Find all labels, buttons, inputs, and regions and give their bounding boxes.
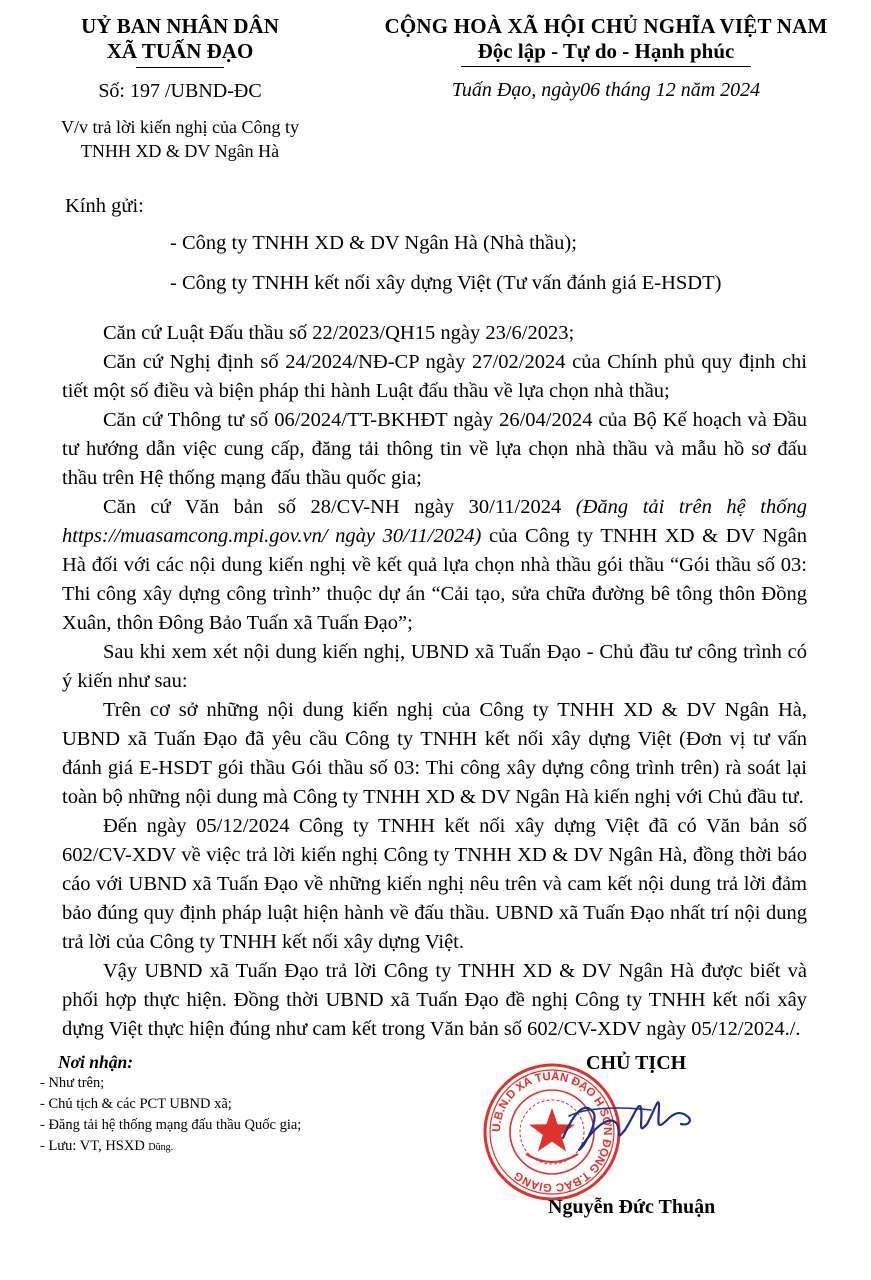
paragraph-4-posting-note: (Đăng tải trên hệ thống https://muasamcong.mpi.gov.vn/ ngày 30/11/2024) bbox=[62, 496, 807, 547]
archive-label: - Lưu: VT, HSXD bbox=[40, 1138, 149, 1154]
recipients-title: Nơi nhận: bbox=[58, 1052, 134, 1072]
national-title: CỘNG HOÀ XÃ HỘI CHỦ NGHĨA VIỆT NAM bbox=[384, 14, 828, 38]
paragraph-7: Đến ngày 05/12/2024 Công ty TNHH kết nối xây dựng Việt đã có Văn bản số 602/CV-XDV về việc trả lời kiến nghị Công ty TNHH XD & DV Ngân Hà, đồng thời báo cáo với UBND xã Tuấn Đạo về những kiến nghị nêu trên và cam kết nội dung trả lời đảm bảo đúng quy định pháp luật hiện hành về đấu thầu. UBND xã Tuấn Đạo nhất trí nội dung trả lời của Công ty TNHH kết nối xây dựng Việt. bbox=[62, 815, 807, 953]
paragraph-4 bbox=[62, 493, 807, 638]
document-date: Tuấn Đạo, ngày06 tháng 12 năm 2024 bbox=[451, 79, 761, 101]
recipient-1: - Công ty TNHH XD & DV Ngân Hà (Nhà thầu); bbox=[170, 232, 577, 254]
signer-name: Nguyễn Đức Thuận bbox=[548, 1196, 716, 1218]
recipients-item: - Chủ tịch & các PCT UBND xã; bbox=[40, 1096, 232, 1112]
signature bbox=[555, 1080, 705, 1160]
paragraph-4-rest: của Công ty TNHH XD & DV Ngân Hà đối với các nội dung kiến nghị về kết quả lựa chọn nhà thầu gói thầu “Gói thầu số 03: Thi công xây dựng công trình” thuộc dự án “Cải tạo, sửa chữa đường bê tông thôn Đồng Xuân, thôn Đông Bảo Tuấn xã Tuấn Đạo”; bbox=[62, 525, 807, 634]
paragraph-4-lead: Căn cứ Văn bản số 28/CV-NH ngày 30/11/2024 bbox=[103, 496, 576, 518]
header-right-rule bbox=[461, 66, 751, 67]
header-left bbox=[40, 14, 320, 163]
recipient-2: - Công ty TNHH kết nối xây dựng Việt (Tư vấn đánh giá E-HSDT) bbox=[170, 272, 722, 294]
paragraph-5: Sau khi xem xét nội dung kiến nghị, UBND xã Tuấn Đạo - Chủ đầu tư công trình có ý kiến như sau: bbox=[62, 641, 807, 692]
recipients-item: - Đăng tải hệ thống mạng đấu thầu Quốc gia; bbox=[40, 1117, 302, 1133]
national-motto: Độc lập - Tự do - Hạnh phúc bbox=[477, 39, 735, 63]
header-right bbox=[360, 14, 852, 102]
document-number: Số: 197 /UBND-ĐC bbox=[98, 80, 262, 102]
agency-name: UỶ BAN NHÂN DÂN bbox=[81, 14, 279, 38]
paragraph-8: Vậy UBND xã Tuấn Đạo trả lời Công ty TNHH XD & DV Ngân Hà được biết và phối hợp thực hiện. Đồng thời UBND xã Tuấn Đạo đề nghị Công ty TNHH kết nối xây dựng Việt thực hiện đúng như cam kết trong Văn bản số 602/CV-XDV ngày 05/12/2024./. bbox=[62, 960, 807, 1040]
recipients-block bbox=[40, 1052, 400, 1158]
archive-initials: Dũng. bbox=[148, 1142, 174, 1153]
document-body bbox=[62, 318, 807, 1044]
archive-line bbox=[40, 1136, 400, 1158]
subject-line-2: TNHH XD & DV Ngân Hà bbox=[80, 141, 280, 161]
signer-title: CHỦ TỊCH bbox=[586, 1052, 687, 1074]
seal-text: U.B.N.D XÃ TUẤN ĐẠO H.SƠN ĐỘNG T.BẮC GIANG bbox=[490, 1070, 614, 1194]
salutation: Kính gửi: bbox=[65, 195, 144, 217]
recipients-item: - Như trên; bbox=[40, 1075, 105, 1091]
paragraph-1: Căn cứ Luật Đấu thầu số 22/2023/QH15 ngày 23/6/2023; bbox=[103, 322, 575, 344]
paragraph-2: Căn cứ Nghị định số 24/2024/NĐ-CP ngày 27/02/2024 của Chính phủ quy định chi tiết một số điều và biện pháp thi hành Luật đấu thầu về lựa chọn nhà thầu; bbox=[62, 351, 807, 402]
paragraph-3: Căn cứ Thông tư số 06/2024/TT-BKHĐT ngày 26/04/2024 của Bộ Kế hoạch và Đầu tư hướng dẫn việc cung cấp, đăng tải thông tin về lựa chọn nhà thầu và mẫu hồ sơ đấu thầu trên Hệ thống mạng đấu thầu quốc gia; bbox=[62, 409, 807, 489]
agency-commune: XÃ TUẤN ĐẠO bbox=[106, 39, 254, 63]
header-left-rule bbox=[136, 67, 224, 68]
paragraph-6: Trên cơ sở những nội dung kiến nghị của Công ty TNHH XD & DV Ngân Hà, UBND xã Tuấn Đạo đã yêu cầu Công ty TNHH kết nối xây dựng Việt (Đơn vị tư vấn đánh giá E-HSDT gói thầu Gói thầu số 03: Thi công xây dựng công trình trên) rà soát lại toàn bộ những nội dung mà Công ty TNHH XD & DV Ngân Hà kiến nghị với Chủ đầu tư. bbox=[62, 699, 807, 808]
subject-line-1: V/v trả lời kiến nghị của Công ty bbox=[61, 117, 299, 137]
